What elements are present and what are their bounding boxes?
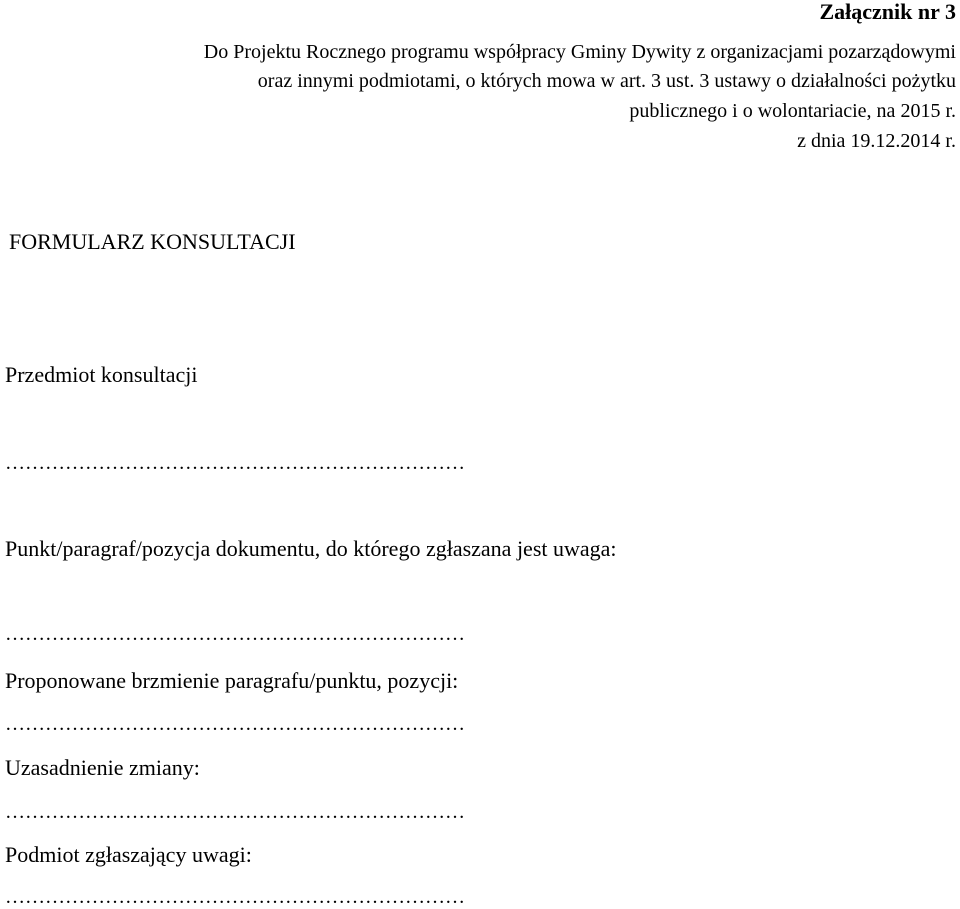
annex-number: Załącznik nr 3: [819, 0, 956, 24]
field-dots-section: ……………………………………………………………: [5, 623, 465, 645]
field-dots-subject: ……………………………………………………………: [5, 452, 465, 474]
field-label-justification: Uzasadnienie zmiany:: [5, 755, 200, 780]
field-label-subject: Przedmiot konsultacji: [5, 362, 198, 387]
header-line-2: oraz innymi podmiotami, o których mowa w art. 3 ust. 3 ustawy o działalności pożytku: [257, 70, 956, 92]
header-line-3: publicznego i o wolontariacie, na 2015 r.: [629, 100, 956, 122]
header-date: z dnia 19.12.2014 r.: [797, 130, 956, 152]
field-label-section: Punkt/paragraf/pozycja dokumentu, do którego zgłaszana jest uwaga:: [5, 536, 617, 561]
field-label-proposed-wording: Proponowane brzmienie paragrafu/punktu, pozycji:: [5, 668, 459, 693]
field-dots-proposed-wording: ……………………………………………………………: [5, 713, 465, 735]
field-dots-submitter: ……………………………………………………………: [5, 886, 465, 908]
header-line-1: Do Projektu Rocznego programu współpracy Gminy Dywity z organizacjami pozarządowymi: [203, 41, 956, 63]
form-title: FORMULARZ KONSULTACJI: [9, 229, 296, 254]
field-dots-justification: ……………………………………………………………: [5, 801, 465, 823]
field-label-submitter: Podmiot zgłaszający uwagi:: [5, 842, 252, 867]
